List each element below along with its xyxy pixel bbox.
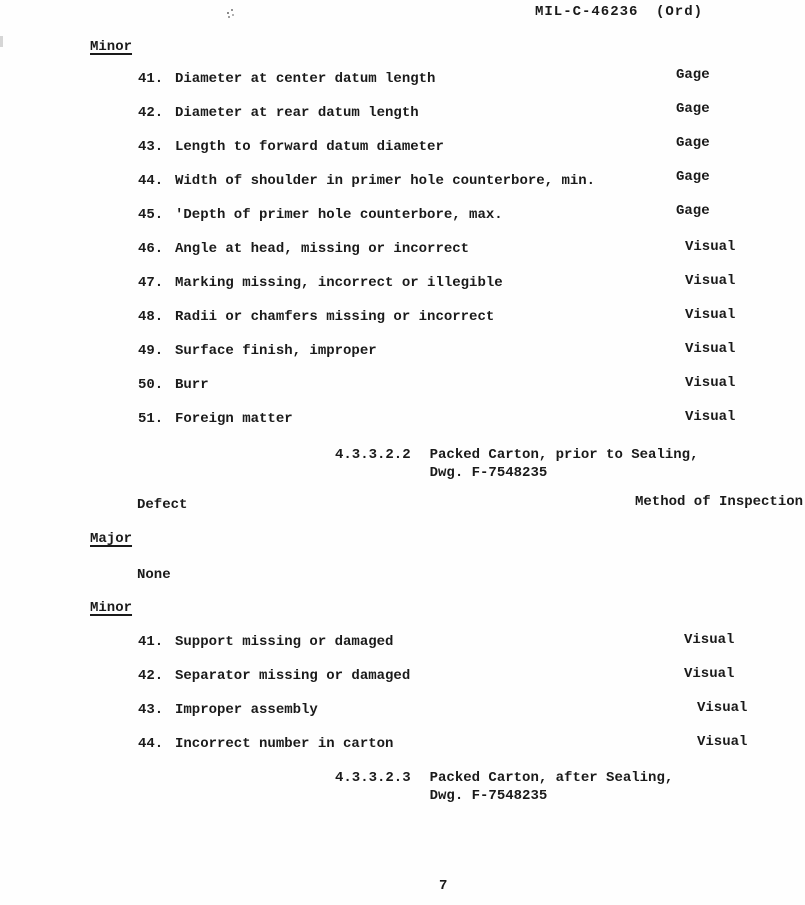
defect-text: Separator missing or damaged — [175, 668, 411, 684]
defect-text: Foreign matter — [175, 411, 293, 427]
defect-column-label: Defect — [137, 497, 188, 513]
defect-number: 44. — [138, 173, 164, 189]
defect-text: Marking missing, incorrect or illegible — [175, 275, 503, 291]
defect-text: 'Depth of primer hole counterbore, max. — [175, 207, 503, 223]
defect-number: 44. — [138, 736, 164, 752]
inspection-method: Visual — [685, 375, 736, 391]
scan-smudge-artifact — [227, 12, 229, 14]
subsection-title-line1: Packed Carton, after Sealing, — [429, 770, 674, 786]
inspection-method: Visual — [685, 307, 736, 323]
subsection-number: 4.3.3.2.2 — [335, 447, 411, 463]
table-row — [138, 736, 798, 770]
inspection-method: Visual — [684, 666, 735, 682]
inspection-method: Gage — [676, 101, 710, 117]
major-none-value: None — [137, 567, 171, 583]
table-row — [138, 702, 798, 736]
method-column-label: Method of Inspection — [635, 494, 804, 510]
inspection-method: Visual — [685, 341, 736, 357]
subsection-title-line1: Packed Carton, prior to Sealing, — [429, 447, 699, 463]
subsection-title-line2: Dwg. F-7548235 — [429, 465, 548, 481]
subsection-heading-4-3-3-2-3 — [335, 769, 673, 805]
doc-suffix: (Ord) — [656, 4, 704, 20]
table-row — [138, 169, 798, 207]
table-row — [138, 411, 798, 445]
minor-heading-2: Minor — [90, 600, 133, 616]
subsection-title-line2: Dwg. F-7548235 — [429, 788, 548, 804]
defect-number: 48. — [138, 309, 164, 325]
defect-text: Radii or chamfers missing or incorrect — [175, 309, 495, 325]
defect-number: 43. — [138, 702, 164, 718]
defect-number: 41. — [138, 71, 164, 87]
defect-number: 45. — [138, 207, 164, 223]
table-row — [138, 309, 798, 343]
defect-text: Support missing or damaged — [175, 634, 394, 650]
doc-number: MIL-C-46236 — [535, 4, 639, 20]
inspection-method: Visual — [684, 632, 735, 648]
inspection-method: Visual — [685, 239, 736, 255]
inspection-method: Gage — [676, 135, 710, 151]
defect-text: Burr — [175, 377, 209, 393]
defect-text: Diameter at center datum length — [175, 71, 436, 87]
defect-text: Width of shoulder in primer hole counterbore, min. — [175, 173, 596, 189]
table-row — [138, 634, 798, 668]
defect-text: Incorrect number in carton — [175, 736, 394, 752]
defect-number: 51. — [138, 411, 164, 427]
defect-number: 50. — [138, 377, 164, 393]
defect-number: 41. — [138, 634, 164, 650]
subsection-heading-4-3-3-2-2 — [335, 446, 698, 482]
scan-edge-artifact — [0, 36, 3, 47]
defect-text: Surface finish, improper — [175, 343, 377, 359]
table-row — [138, 343, 798, 377]
defect-number: 49. — [138, 343, 164, 359]
defect-text: Angle at head, missing or incorrect — [175, 241, 470, 257]
defect-list-1 — [138, 67, 798, 445]
defect-list-2 — [138, 634, 798, 770]
table-row — [138, 668, 798, 702]
inspection-method: Gage — [676, 169, 710, 185]
inspection-method: Gage — [676, 67, 710, 83]
table-row — [138, 135, 798, 173]
inspection-method: Visual — [685, 409, 736, 425]
table-row — [138, 275, 798, 309]
defect-number: 42. — [138, 105, 164, 121]
inspection-method: Visual — [697, 734, 748, 750]
inspection-method: Visual — [697, 700, 748, 716]
inspection-method: Visual — [685, 273, 736, 289]
defect-text: Diameter at rear datum length — [175, 105, 419, 121]
defect-number: 47. — [138, 275, 164, 291]
subsection-title — [430, 446, 699, 482]
defect-text: Improper assembly — [175, 702, 318, 718]
table-row — [138, 377, 798, 411]
major-heading: Major — [90, 531, 133, 547]
minor-heading-1: Minor — [90, 39, 133, 55]
defect-number: 43. — [138, 139, 164, 155]
page-number: 7 — [439, 878, 448, 894]
defect-number: 46. — [138, 241, 164, 257]
subsection-number: 4.3.3.2.3 — [335, 770, 411, 786]
subsection-title — [430, 769, 674, 805]
table-row — [138, 67, 798, 105]
defect-number: 42. — [138, 668, 164, 684]
inspection-method: Gage — [676, 203, 710, 219]
defect-text: Length to forward datum diameter — [175, 139, 444, 155]
table-row — [138, 241, 798, 275]
table-row — [138, 203, 798, 241]
table-row — [138, 101, 798, 139]
